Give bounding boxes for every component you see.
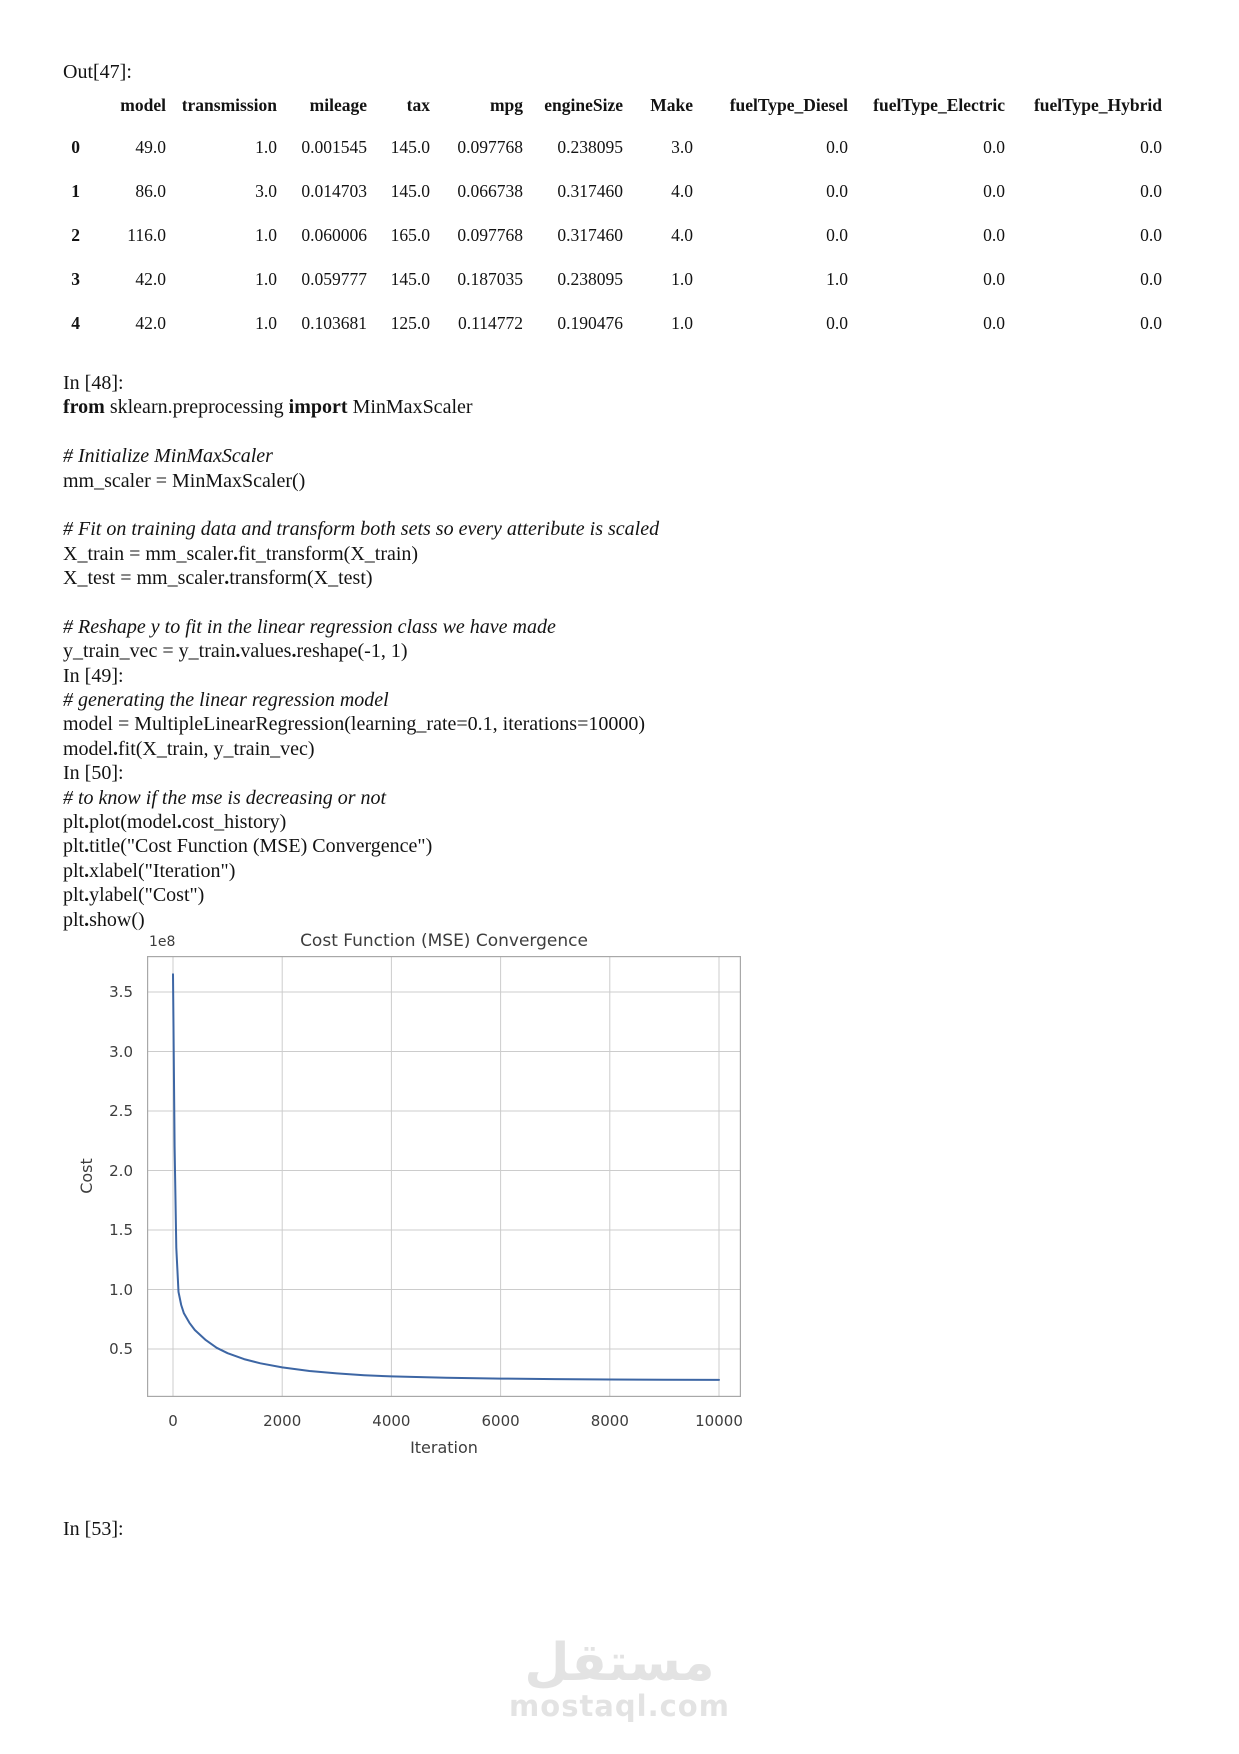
table-cell: 0.0 xyxy=(1140,180,1162,201)
column-header: transmission xyxy=(181,94,277,115)
row-index: 3 xyxy=(71,268,80,289)
table-cell: 1.0 xyxy=(255,224,277,245)
code-line xyxy=(63,420,659,444)
table-cell: 1.0 xyxy=(671,312,693,333)
table-cell: 1.0 xyxy=(255,136,277,157)
table-cell: 0.238095 xyxy=(557,136,623,157)
axes-frame xyxy=(148,957,741,1397)
x-tick-label: 6000 xyxy=(481,1412,520,1430)
table-cell: 116.0 xyxy=(127,224,166,245)
code-block xyxy=(63,371,659,932)
table-cell: 0.014703 xyxy=(301,180,367,201)
column-header: fuelType_Electric xyxy=(873,94,1005,115)
y-tick-label: 1.5 xyxy=(109,1221,133,1239)
row-index: 2 xyxy=(71,224,80,245)
column-header: model xyxy=(120,94,166,115)
table-cell: 165.0 xyxy=(390,224,430,245)
table-cell: 3.0 xyxy=(671,136,693,157)
column-header: fuelType_Hybrid xyxy=(1033,94,1162,115)
table-cell: 0.0 xyxy=(1140,268,1162,289)
table-cell: 3.0 xyxy=(255,180,277,201)
table-cell: 0.0 xyxy=(826,224,848,245)
code-line: plt.ylabel("Cost") xyxy=(63,884,205,907)
x-tick-label: 2000 xyxy=(263,1412,302,1430)
plot-area xyxy=(147,956,741,1397)
code-line: model = MultipleLinearRegression(learning_rate=0.1, iterations=10000) xyxy=(63,713,646,736)
table-cell: 0.001545 xyxy=(301,136,367,157)
y-tick-label: 3.0 xyxy=(109,1042,133,1061)
code-line: X_test = mm_scaler.transform(X_test) xyxy=(63,567,373,590)
table-cell: 1.0 xyxy=(826,268,848,289)
code-line: In [50]: xyxy=(63,762,124,785)
column-header: engineSize xyxy=(544,94,623,115)
table-cell: 0.0 xyxy=(826,136,848,157)
column-header: tax xyxy=(406,94,430,115)
in-prompt-label: In [53]: xyxy=(63,1518,124,1540)
table-cell: 0.238095 xyxy=(557,268,623,289)
table-cell: 0.0 xyxy=(983,136,1005,157)
code-line: plt.show() xyxy=(63,908,145,931)
table-cell: 0.0 xyxy=(983,180,1005,201)
table-cell: 0.103681 xyxy=(301,312,367,333)
code-line: # Initialize MinMaxScaler xyxy=(63,445,273,468)
out-prompt-label: Out[47]: xyxy=(63,61,132,83)
code-line: mm_scaler = MinMaxScaler() xyxy=(63,469,306,492)
code-line: plt.plot(model.cost_history) xyxy=(63,811,287,834)
code-line: plt.title("Cost Function (MSE) Convergence") xyxy=(63,835,433,858)
x-tick-label: 0 xyxy=(168,1412,178,1430)
y-tick-label: 1.0 xyxy=(109,1280,133,1299)
x-tick-label: 4000 xyxy=(372,1412,411,1430)
code-line: plt.xlabel("Iteration") xyxy=(63,859,236,882)
chart-title: Cost Function (MSE) Convergence xyxy=(300,931,588,951)
table-cell: 0.066738 xyxy=(457,180,523,201)
table-row xyxy=(63,301,1162,345)
code-line: # to know if the mse is decreasing or not xyxy=(63,786,387,809)
code-line xyxy=(63,493,659,517)
code-line: In [48]: xyxy=(63,372,124,394)
column-header: mpg xyxy=(489,94,523,115)
x-axis-label: Iteration xyxy=(410,1438,478,1457)
code-line: y_train_vec = y_train.values.reshape(-1, 1) xyxy=(63,640,408,663)
y-tick-label: 2.0 xyxy=(109,1161,133,1180)
table-cell: 0.0 xyxy=(983,312,1005,333)
row-index: 4 xyxy=(71,312,80,333)
table-cell: 1.0 xyxy=(255,268,277,289)
table-cell: 0.0 xyxy=(983,268,1005,289)
table-cell: 4.0 xyxy=(671,180,693,201)
table-cell: 0.0 xyxy=(1140,136,1162,157)
table-cell: 145.0 xyxy=(390,136,430,157)
axis-offset-text: 1e8 xyxy=(149,934,176,950)
table-cell: 0.114772 xyxy=(458,312,523,333)
mostaql-site-text: mostaql.com xyxy=(509,1688,730,1723)
dataframe-table xyxy=(63,85,1162,345)
table-cell: 145.0 xyxy=(390,268,430,289)
x-tick-label: 10000 xyxy=(695,1412,743,1430)
column-header: Make xyxy=(650,94,693,115)
y-tick-label: 2.5 xyxy=(109,1102,133,1120)
dataframe-body xyxy=(63,125,1162,345)
table-cell: 1.0 xyxy=(671,268,693,289)
table-cell: 0.0 xyxy=(1140,312,1162,333)
table-cell: 42.0 xyxy=(135,268,166,289)
table-cell: 0.0 xyxy=(983,224,1005,245)
y-axis-label: Cost xyxy=(77,1158,96,1194)
code-line: from sklearn.preprocessing import MinMaxScaler xyxy=(63,396,473,419)
dataframe-header xyxy=(63,85,1162,125)
table-cell: 145.0 xyxy=(390,180,430,201)
watermark xyxy=(0,1633,1239,1723)
y-tick-label: 3.5 xyxy=(109,983,133,1001)
table-cell: 0.0 xyxy=(826,312,848,333)
table-cell: 1.0 xyxy=(255,312,277,333)
table-cell: 0.317460 xyxy=(557,180,623,201)
code-line: In [49]: xyxy=(63,664,124,687)
code-line: # generating the linear regression model xyxy=(63,689,389,712)
column-header: mileage xyxy=(309,94,367,115)
code-line xyxy=(63,591,659,615)
table-cell: 49.0 xyxy=(135,136,166,157)
table-cell: 86.0 xyxy=(135,180,166,201)
y-tick-label: 0.5 xyxy=(109,1340,133,1358)
table-cell: 0.0 xyxy=(1140,224,1162,245)
table-row xyxy=(63,125,1162,169)
table-cell: 0.190476 xyxy=(557,312,623,333)
table-row xyxy=(63,257,1162,301)
row-index: 0 xyxy=(71,136,80,157)
table-cell: 0.059777 xyxy=(301,268,367,289)
table-cell: 125.0 xyxy=(390,312,430,333)
code-line: # Reshape y to fit in the linear regression class we have made xyxy=(63,615,556,638)
row-index: 1 xyxy=(71,180,80,201)
table-cell: 4.0 xyxy=(671,224,693,245)
table-row xyxy=(63,169,1162,213)
code-line: model.fit(X_train, y_train_vec) xyxy=(63,737,315,760)
column-header: fuelType_Diesel xyxy=(729,94,848,115)
code-line: # Fit on training data and transform both sets so every atteribute is scaled xyxy=(63,518,660,541)
x-tick-label: 8000 xyxy=(590,1412,629,1430)
table-cell: 0.097768 xyxy=(457,136,523,157)
mostaql-logo: مستقل xyxy=(524,1633,715,1693)
table-cell: 0.0 xyxy=(826,180,848,201)
code-line: X_train = mm_scaler.fit_transform(X_train) xyxy=(63,542,419,565)
table-cell: 0.317460 xyxy=(557,224,623,245)
cost-history-line xyxy=(173,974,719,1380)
table-cell: 0.187035 xyxy=(457,268,523,289)
table-cell: 0.060006 xyxy=(301,224,367,245)
table-row xyxy=(63,213,1162,257)
table-cell: 0.097768 xyxy=(457,224,523,245)
table-cell: 42.0 xyxy=(135,312,166,333)
